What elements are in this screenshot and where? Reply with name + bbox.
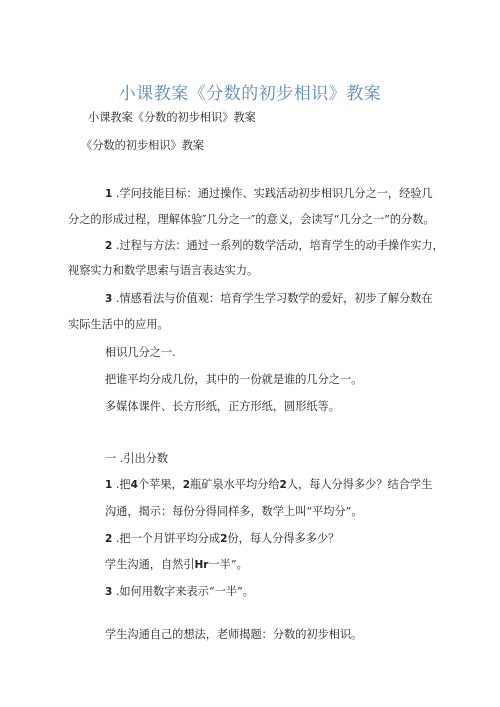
step-2-text-c: 份，每人分得多多少？	[227, 532, 340, 545]
goal-3-line-2: 实际生活中的应用。	[68, 318, 169, 331]
teaching-focus: 相识几分之一.	[105, 346, 176, 359]
goal-1-text: .学问技能目标：通过操作、实践活动初步相识几分之一，经验几	[112, 187, 433, 200]
step-1-bold-1: 4	[130, 479, 138, 491]
step-1-bold-2: 2	[182, 479, 191, 491]
section-heading: 一 .引出分数	[105, 452, 169, 465]
goal-1-line-1	[105, 187, 433, 201]
teaching-materials: 多媒体课件、长方形纸，正方形纸，圆形纸等。	[105, 400, 340, 413]
step-2-bold: 2	[220, 533, 228, 545]
goal-3-text: .情感看法与价值观：培育学生学习数学的爱好，初步了解分数在	[112, 292, 433, 305]
step-1-text-a: .把	[112, 478, 131, 491]
step-3-line	[105, 585, 254, 599]
step-1-text-d: 瓶矿泉水平均分给	[190, 478, 280, 491]
step-2-response-a: 学生沟通，自然引	[105, 558, 195, 571]
step-1-text-c: 个苹果，	[137, 478, 183, 491]
step-1-text-e: 人，每人分得多少？结合学生	[286, 478, 433, 491]
lesson-name: 《分数的初步相识》教案	[81, 139, 205, 152]
step-2-response	[105, 558, 248, 572]
step-2-text-a: .把一个月饼平均分成	[112, 532, 221, 545]
goal-2-line-1	[105, 239, 444, 253]
subtitle: 小课教案《分数的初步相识》教案	[88, 111, 256, 124]
goal-2-text: .过程与方法：通过一系列的数学活动，培育学生的动手操作实力，	[112, 239, 444, 252]
step-1-line-1	[105, 478, 432, 492]
step-2-number: 2	[105, 533, 113, 545]
goal-2-number: 2	[105, 240, 113, 252]
goal-1-number: 1	[105, 188, 113, 200]
step-2-line	[105, 532, 339, 546]
goal-3-line-1	[105, 292, 433, 306]
conclusion: 学生沟通自己的想法，老师揭题：分数的初步相识。	[105, 628, 363, 641]
goal-3-number: 3	[105, 293, 113, 305]
step-2-response-c: 一半”。	[208, 558, 248, 571]
teaching-difficulty: 把谁平均分成几份，其中的一份就是谁的几分之一。	[105, 373, 363, 386]
step-2-response-bold: Hr	[194, 559, 209, 571]
goal-1-line-2: 分之的形成过程，理解体验″几分之一″的意义，会读写“几分之一”的分数。	[68, 213, 435, 226]
document-title: 小课教案《分数的初步相识》教案	[118, 84, 382, 104]
step-1-number: 1	[105, 479, 113, 491]
step-1-bold-3: 2	[279, 479, 287, 491]
goal-2-line-2: 视察实力和数学思索与语言表达实力。	[68, 264, 259, 277]
step-3-number: 3	[105, 586, 113, 598]
step-1-line-2: 沟通，揭示：每份分得同样多，数学上叫“平均分”。	[105, 505, 363, 518]
step-3-text: .如何用数字来表示“一半”。	[112, 585, 254, 598]
